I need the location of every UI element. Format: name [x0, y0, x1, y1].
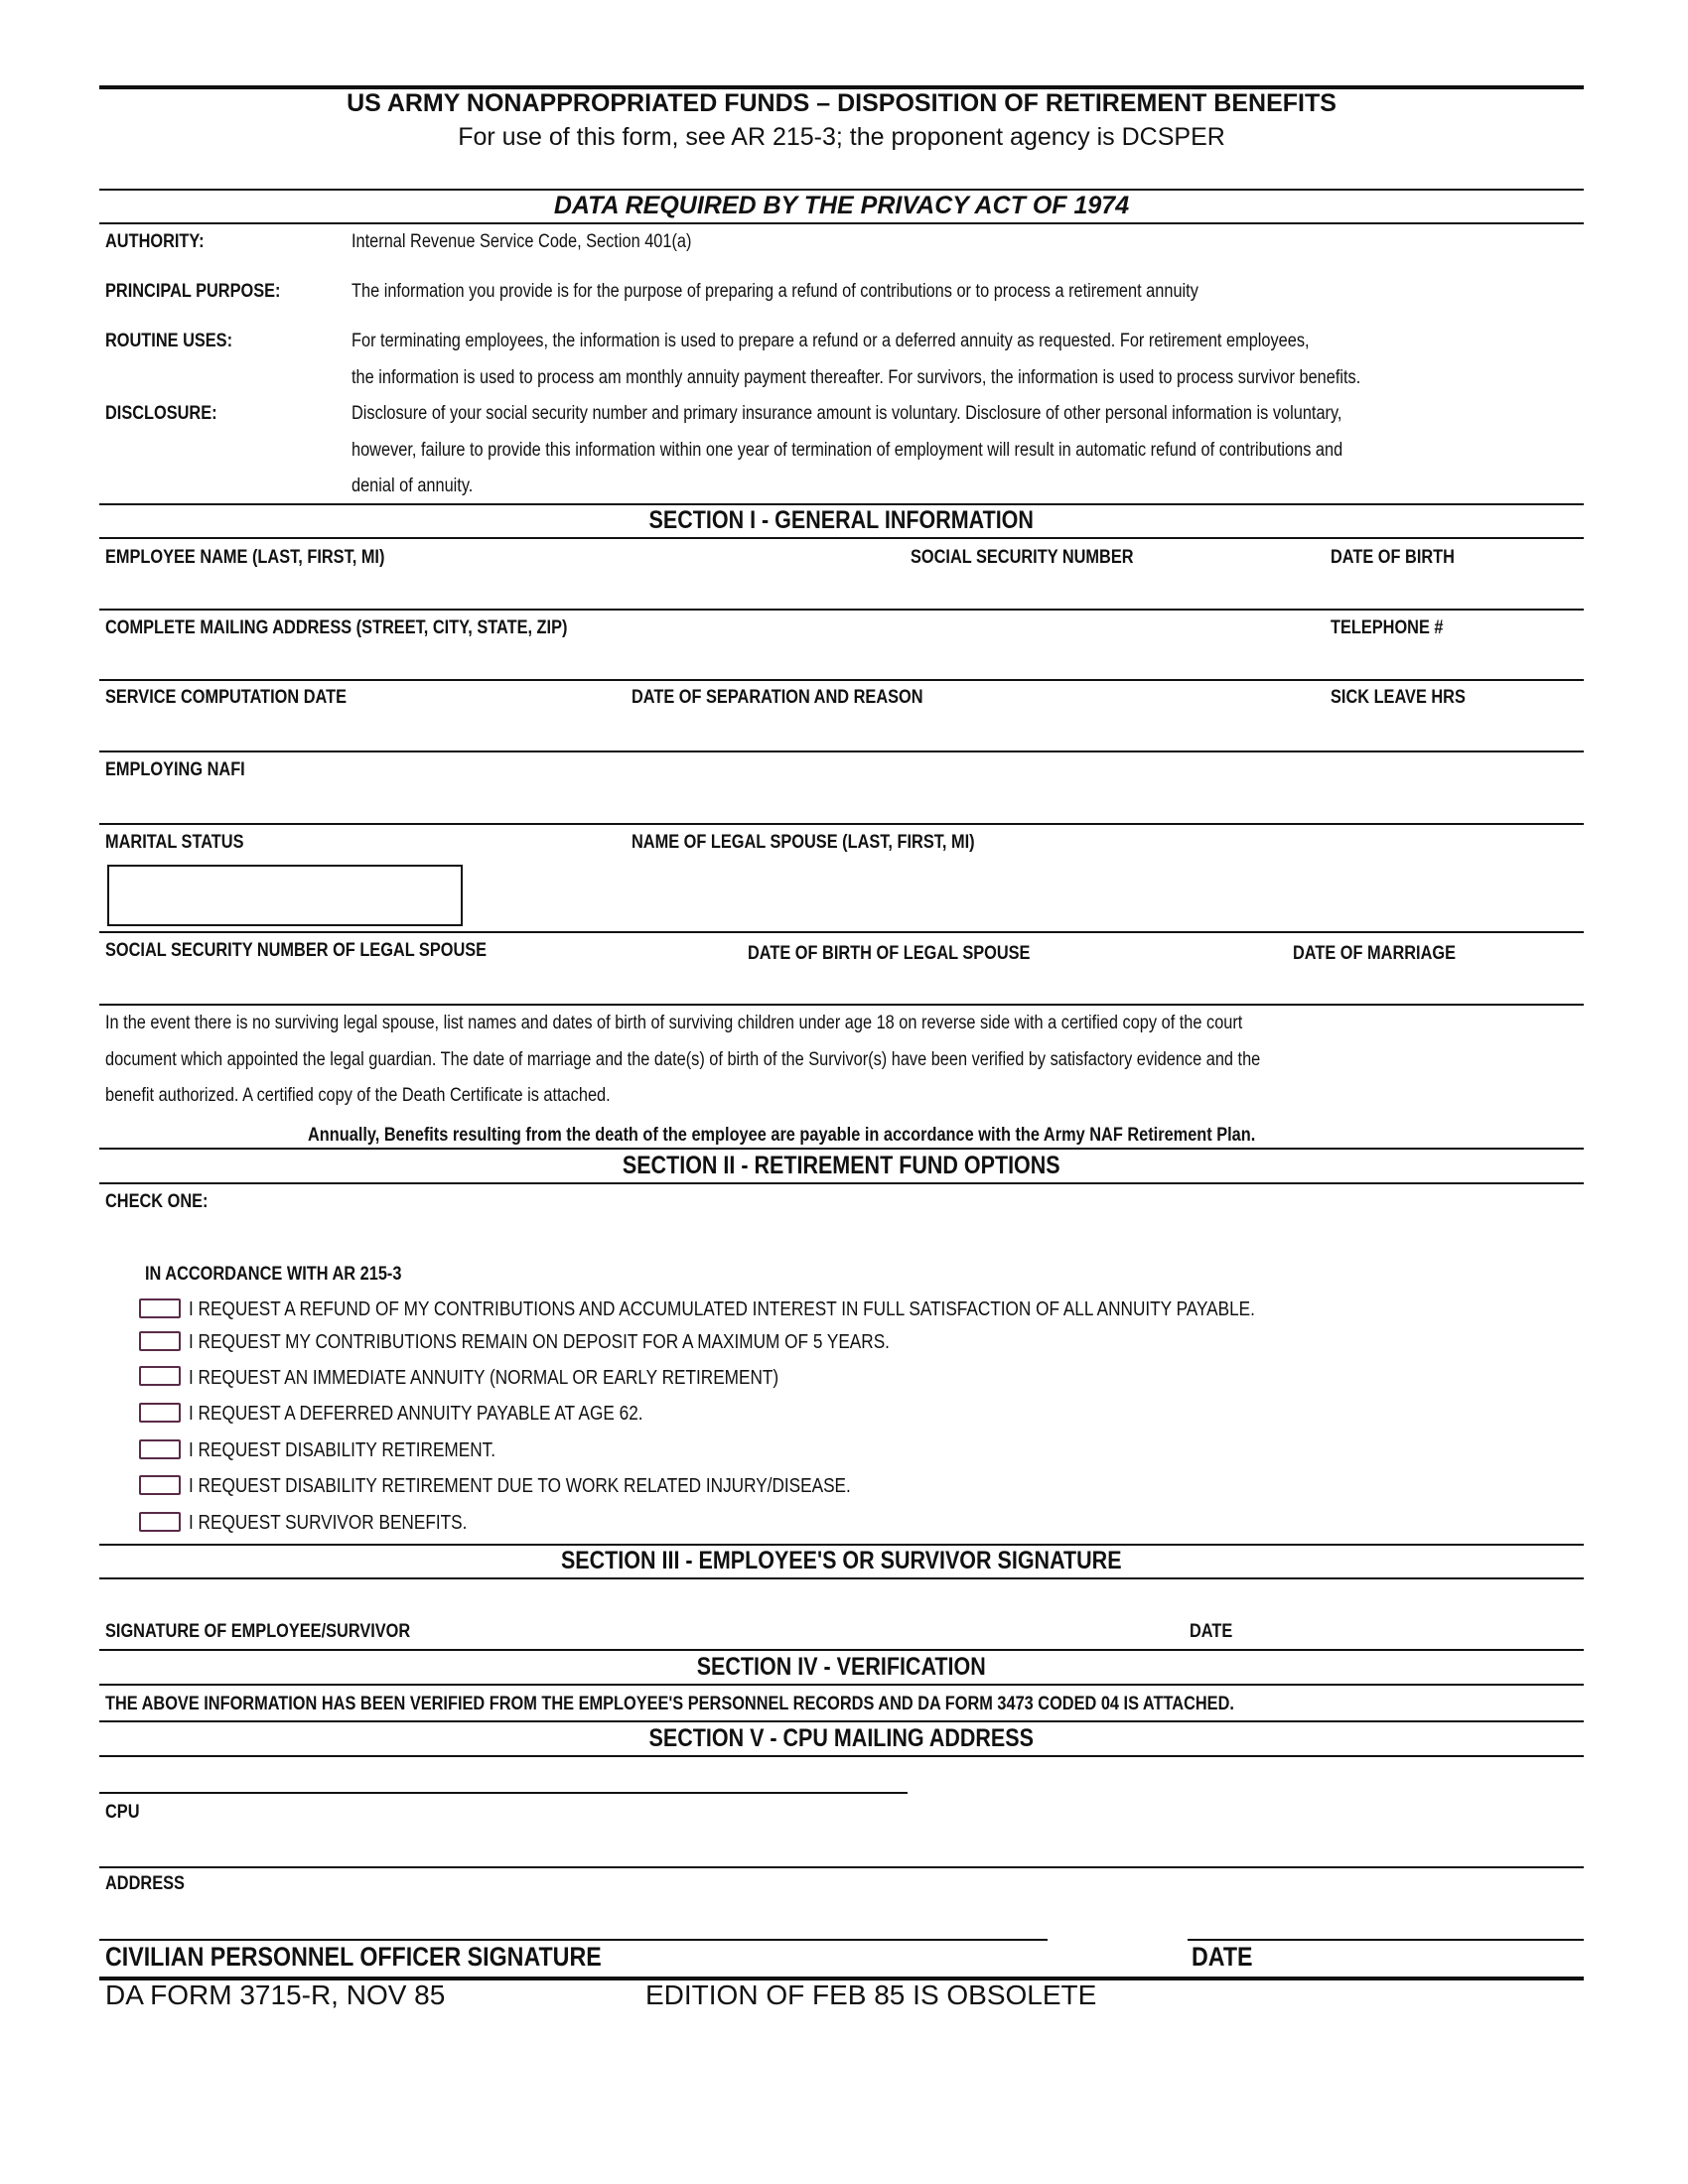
marriage-date-label: DATE OF MARRIAGE — [1293, 943, 1457, 964]
purpose-label: PRINCIPAL PURPOSE: — [105, 281, 281, 302]
survivor-notice-line-1: In the event there is no surviving legal spouse, list names and dates of birth of surviving children under age 18 on reverse side with a certified copy of the court — [105, 1013, 1243, 1033]
cpu-rule — [99, 1792, 908, 1794]
option-refund-checkbox[interactable] — [139, 1298, 181, 1318]
cpo-signature-rule — [99, 1939, 1048, 1941]
section1-heading: SECTION I - GENERAL INFORMATION — [648, 506, 1035, 534]
section2-top-rule — [99, 1148, 1584, 1150]
ssn-label: SOCIAL SECURITY NUMBER — [911, 547, 1134, 568]
option-deposit-label: I REQUEST MY CONTRIBUTIONS REMAIN ON DEPOSIT FOR A MAXIMUM OF 5 YEARS. — [189, 1331, 890, 1353]
option-survivor-label: I REQUEST SURVIVOR BENEFITS. — [189, 1512, 468, 1534]
privacy-bottom-rule — [99, 222, 1584, 224]
section1-heading-rule — [99, 537, 1584, 539]
privacy-heading: DATA REQUIRED BY THE PRIVACY ACT OF 1974 — [553, 192, 1130, 219]
option-deferred-annuity-checkbox[interactable] — [139, 1403, 181, 1423]
spouse-ssn-label: SOCIAL SECURITY NUMBER OF LEGAL SPOUSE — [105, 940, 488, 961]
accordance-label: IN ACCORDANCE WITH AR 215-3 — [145, 1264, 402, 1285]
employee-signature-date-input[interactable] — [1192, 1586, 1583, 1620]
cpo-date-input[interactable] — [1192, 1904, 1583, 1938]
section1-top-rule — [99, 503, 1584, 505]
section2-heading: SECTION II - RETIREMENT FUND OPTIONS — [623, 1152, 1060, 1179]
row-rule-1 — [99, 609, 1584, 611]
option-deposit-checkbox[interactable] — [139, 1331, 181, 1351]
spouse-ssn-input[interactable] — [105, 969, 705, 1003]
disclosure-line-3: denial of annuity. — [352, 476, 474, 496]
employee-signature-date-label: DATE — [1190, 1621, 1233, 1642]
dob-input[interactable] — [1331, 574, 1583, 606]
row-rule-6 — [99, 1004, 1584, 1006]
section4-top-rule — [99, 1649, 1584, 1651]
section3-heading-rule — [99, 1577, 1584, 1579]
row-rule-5 — [99, 931, 1584, 933]
routine-uses-line-2: the information is used to process am monthly annuity payment thereafter. For survivors, the information is used to process survivor benefits. — [352, 367, 1361, 388]
authority-label: AUTHORITY: — [105, 231, 205, 252]
verification-text: THE ABOVE INFORMATION HAS BEEN VERIFIED FROM THE EMPLOYEE'S PERSONNEL RECORDS AND DA FORM 3473 CODED 04 IS ATTACHED. — [105, 1694, 1234, 1714]
telephone-input[interactable] — [1331, 644, 1583, 676]
cpo-date-label: DATE — [1192, 1942, 1253, 1972]
option-immediate-annuity-checkbox[interactable] — [139, 1366, 181, 1386]
disclosure-label: DISCLOSURE: — [105, 403, 217, 424]
routine-uses-label: ROUTINE USES: — [105, 331, 233, 351]
option-deferred-annuity-label: I REQUEST A DEFERRED ANNUITY PAYABLE AT AGE 62. — [189, 1403, 643, 1425]
annual-benefits-note: Annually, Benefits resulting from the death of the employee are payable in accordance with the Army NAF Retirement Plan. — [308, 1125, 1256, 1146]
survivor-notice-line-2: document which appointed the legal guardian. The date of marriage and the date(s) of birth of the Survivor(s) have been verified by satisfactory evidence and the — [105, 1049, 1261, 1070]
cpu-address-input[interactable] — [105, 1830, 1579, 1863]
row-rule-3 — [99, 751, 1584, 752]
disclosure-line-2: however, failure to provide this information within one year of termination of employment will result in automatic refund of contributions and — [352, 440, 1343, 461]
section5-heading: SECTION V - CPU MAILING ADDRESS — [648, 1724, 1035, 1752]
option-work-injury-label: I REQUEST DISABILITY RETIREMENT DUE TO WORK RELATED INJURY/DISEASE. — [189, 1475, 851, 1497]
form-title: US ARMY NONAPPROPRIATED FUNDS – DISPOSITION OF RETIREMENT BENEFITS — [347, 89, 1336, 117]
separation-input[interactable] — [632, 715, 1311, 749]
option-survivor-checkbox[interactable] — [139, 1512, 181, 1532]
cpu-address-label: ADDRESS — [105, 1873, 185, 1894]
scd-label: SERVICE COMPUTATION DATE — [105, 687, 348, 708]
marital-status-label: MARITAL STATUS — [105, 832, 244, 853]
cpo-date-rule — [1188, 1939, 1584, 1941]
check-one-label: CHECK ONE: — [105, 1191, 209, 1212]
option-disability-label: I REQUEST DISABILITY RETIREMENT. — [189, 1439, 496, 1461]
section3-heading: SECTION III - EMPLOYEE'S OR SURVIVOR SIGNATURE — [561, 1547, 1122, 1574]
row-rule-2 — [99, 679, 1584, 681]
form-id: DA FORM 3715-R, NOV 85 — [105, 1979, 446, 2010]
form-subtitle: For use of this form, see AR 215-3; the proponent agency is DCSPER — [458, 123, 1225, 151]
option-work-injury-checkbox[interactable] — [139, 1475, 181, 1495]
nafi-label: EMPLOYING NAFI — [105, 759, 245, 780]
marriage-date-input[interactable] — [1293, 969, 1580, 1003]
employee-signature-label: SIGNATURE OF EMPLOYEE/SURVIVOR — [105, 1621, 411, 1642]
address-label: COMPLETE MAILING ADDRESS (STREET, CITY, STATE, ZIP) — [105, 617, 568, 638]
spouse-name-input[interactable] — [632, 864, 1579, 925]
cpo-signature-label: CIVILIAN PERSONNEL OFFICER SIGNATURE — [105, 1942, 602, 1972]
routine-uses-line-1: For terminating employees, the information is used to prepare a refund or a deferred annuity as requested. For retirement employees, — [352, 331, 1310, 351]
option-refund-label: I REQUEST A REFUND OF MY CONTRIBUTIONS AND ACCUMULATED INTEREST IN FULL SATISFACTION OF ALL ANNUITY PAYABLE. — [189, 1298, 1255, 1320]
ssn-input[interactable] — [911, 574, 1312, 606]
address-rule — [99, 1866, 1584, 1868]
option-immediate-annuity-label: I REQUEST AN IMMEDIATE ANNUITY (NORMAL OR EARLY RETIREMENT) — [189, 1367, 779, 1389]
separation-label: DATE OF SEPARATION AND REASON — [632, 687, 923, 708]
section5-top-rule — [99, 1720, 1584, 1722]
disclosure-line-1: Disclosure of your social security number and primary insurance amount is voluntary. Disclosure of other personal information is voluntary, — [352, 403, 1342, 424]
section3-top-rule — [99, 1544, 1584, 1546]
telephone-label: TELEPHONE # — [1331, 617, 1444, 638]
cpu-label: CPU — [105, 1802, 140, 1823]
employee-name-input[interactable] — [105, 574, 894, 606]
row-rule-4 — [99, 823, 1584, 825]
section2-heading-rule — [99, 1182, 1584, 1184]
spouse-dob-input[interactable] — [748, 969, 1248, 1003]
sick-leave-label: SICK LEAVE HRS — [1331, 687, 1466, 708]
option-disability-checkbox[interactable] — [139, 1439, 181, 1459]
nafi-input[interactable] — [105, 787, 1579, 821]
section5-heading-rule — [99, 1755, 1584, 1757]
privacy-top-rule — [99, 189, 1584, 191]
address-input[interactable] — [105, 644, 1311, 676]
authority-text: Internal Revenue Service Code, Section 401(a) — [352, 231, 692, 252]
purpose-text: The information you provide is for the purpose of preparing a refund of contributions or to process a retirement annuity — [352, 281, 1198, 302]
edition-note: EDITION OF FEB 85 IS OBSOLETE — [645, 1979, 1097, 2010]
spouse-dob-label: DATE OF BIRTH OF LEGAL SPOUSE — [748, 943, 1031, 964]
dob-label: DATE OF BIRTH — [1331, 547, 1455, 568]
scd-input[interactable] — [105, 715, 606, 749]
survivor-notice-line-3: benefit authorized. A certified copy of the Death Certificate is attached. — [105, 1085, 611, 1106]
sick-leave-input[interactable] — [1331, 715, 1583, 749]
section4-heading-rule — [99, 1684, 1584, 1686]
section4-heading: SECTION IV - VERIFICATION — [696, 1653, 987, 1681]
cpu-input[interactable] — [105, 1763, 904, 1791]
spouse-name-label: NAME OF LEGAL SPOUSE (LAST, FIRST, MI) — [632, 832, 975, 853]
marital-status-box[interactable] — [107, 865, 463, 926]
employee-signature-input[interactable] — [105, 1586, 1162, 1620]
employee-name-label: EMPLOYEE NAME (LAST, FIRST, MI) — [105, 547, 385, 568]
cpo-signature-input[interactable] — [105, 1904, 1043, 1938]
